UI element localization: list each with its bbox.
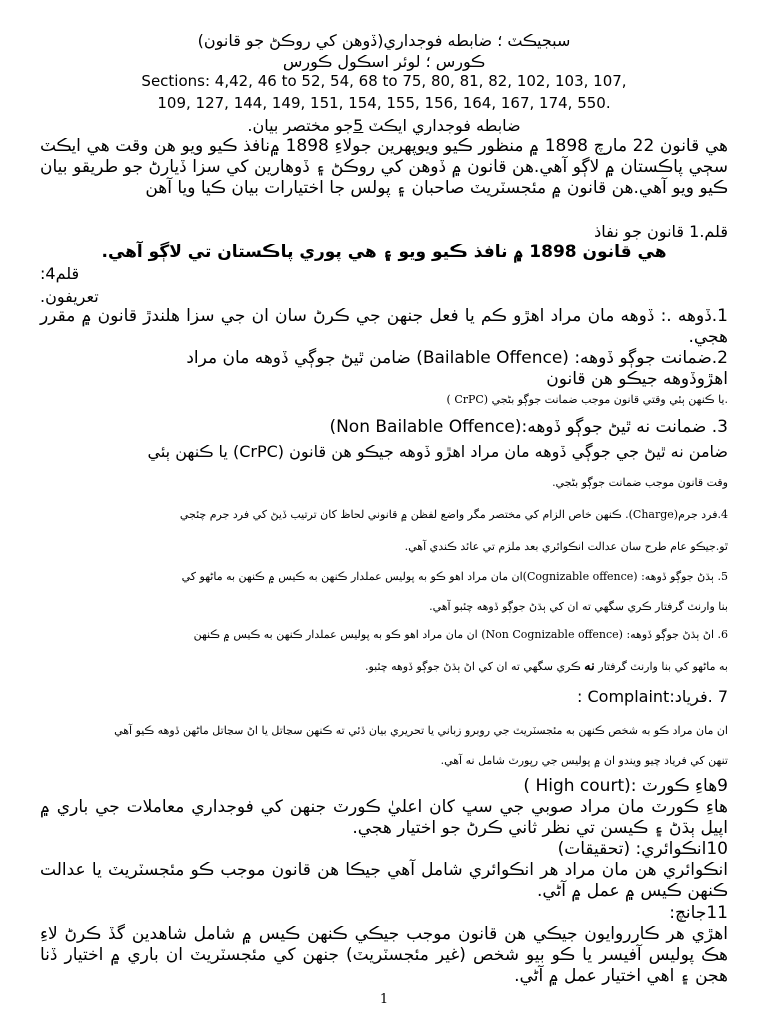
definition-10-head: 10انڪوائري: (تحقيقات) bbox=[557, 839, 728, 859]
definition-6-negation: نه bbox=[584, 659, 595, 674]
summary-title-pre: ضابطه فوجداري ايڪٽ bbox=[363, 116, 521, 135]
definition-9-head: 9هاءِ ڪورٽ :(High court ) bbox=[523, 776, 728, 796]
section-1-body: هي قانون 1898 ۾ نافذ ڪيو ويو ۽ هي پوري پاڪستان تي لاڳو آهي. bbox=[101, 242, 667, 262]
summary-title bbox=[40, 115, 728, 136]
summary-title-post: جو مختصر بيان. bbox=[247, 116, 354, 135]
definition-5-line-1: 5. ٻڌڻ جوڳو ڏوهه: (Cognizable offence)ان مان مراد اهو ڪو به پوليس عملدار ڪنهن به ڪيس ۾ ڪنهن به ماڻهو کي bbox=[181, 570, 728, 583]
page-number: 1 bbox=[379, 992, 389, 1007]
definition-10-body: انڪوائري هن مان مراد هر انڪوائري شامل آهي جيڪا هن قانون موجب ڪو مئجسٽريٽ يا عدالت ڪنهن ڪيس ۾ عمل ۾ آڻي. bbox=[40, 860, 728, 901]
sections-line-2: 109, 127, 144, 149, 151, 154, 155, 156, 164, 167, 174, 550. bbox=[157, 94, 611, 112]
definition-1: 1.ڏوهه .: ڏوهه مان مراد اهڙو ڪم يا فعل جنهن جي ڪرڻ سان ان جي سزا هلندڙ قانون ۾ مقرر هجي. bbox=[40, 306, 728, 347]
definition-7-head: 7 .فرياد:Complaint : bbox=[577, 687, 728, 706]
course-line: ڪورس ؛ لوئر اسڪول ڪورس bbox=[282, 52, 486, 71]
subject-line: سبجيڪٽ ؛ ضابطه فوجداري(ڏوهن کي روڪڻ جو قانون) bbox=[197, 31, 571, 50]
definition-6-line-2 bbox=[40, 652, 728, 682]
definition-3-line: ضامن نه ٿيڻ جي جوڳي ڏوهه مان مراد اهڙو ڏوهه جيڪو هن قانون (CrPC) يا ڪنهن ٻئي bbox=[147, 442, 728, 461]
definition-6-line-1: 6. اڻ ٻڌڻ جوڳو ڏوهه: (Non Cognizable offence) ان مان مراد اهو ڪو به پوليس عملدار ڪنهن به ڪيس ۾ ڪنهن bbox=[193, 628, 728, 641]
summary-title-number: 5 bbox=[353, 116, 364, 135]
definition-2-line-2: اهڙوڏوهه جيڪو هن قانون bbox=[546, 369, 728, 389]
definition-6-line-2-pre: به ماڻهو کي بنا وارنٽ گرفتار bbox=[594, 660, 728, 673]
section-1-label: قلم.1 قانون جو نفاذ bbox=[594, 222, 728, 241]
definition-6-line-2-post: ڪري سگهي ته ان کي اڻ ٻڌڻ جوڳو ڏوهه چئبو. bbox=[364, 660, 585, 673]
definition-7-line-1: ان مان مراد ڪو به شخص ڪنهن به مئجسٽريٽ جي روبرو زباني يا تحريري بيان ڏئي ته ڪنهن سڃاتل يا اڻ سڃاتل ماڻهن ڏوهه ڪيو آهي bbox=[114, 724, 728, 737]
intro-paragraph: هي قانون 22 مارچ 1898 ۾ منظور ڪيو ويوپهرين جولاءِ 1898 ۾نافذ ڪيو ويو هن وقت هي ايڪٽ سڄي پاڪستان ۾ لاڳو آهي.هن قانون ۾ ڏوهن کي روڪڻ ۽ ڏوهارين کي سزا ڏيارڻ جو طريقو بيان ڪيو ويو آهي.هن قانون ۾ مئجسٽريٽ صاحبان ۽ پولس جا اختيارات بيان ڪيا ويا آهن bbox=[40, 136, 728, 198]
definition-2-small: ( CrPC) يا ڪنهن ٻئي وقتي قانون موجب ضمانت جوڳو بڻجي. bbox=[446, 393, 728, 406]
definition-2-line-1: 2.ضمانت جوڳو ڏوهه: (Bailable Offence) ضامن ٿيڻ جوڳي ڏوهه مان مراد bbox=[186, 348, 728, 368]
definition-7-line-2: تنهن کي فرياد چيو ويندو ان ۾ پوليس جي رپورٽ شامل نه آهي. bbox=[440, 754, 728, 767]
definition-11-head: 11جانچ: bbox=[669, 903, 728, 923]
definition-11-body: اهڙي هر ڪارروايون جيڪي هن قانون موجب جيڪي ڪنهن ڪيس ۾ شامل شاهدين گڏ ڪرڻ لاءِ هڪ پوليس آفيسر يا ڪو بيو شخص (غير مئجسٽريٽ) جنهن کي مئجسٽريٽ ان باري ۾ اختيار ڏنا هجن ۽ اهي اختيار عمل ۾ آڻي. bbox=[40, 924, 728, 986]
definition-9-body: هاءِ ڪورٽ مان مراد صوبي جي سڀ کان اعليٰ ڪورٽ جنهن کي فوجداري معاملات جي باري ۾ اپيل ٻڌڻ ۽ ڪيسن تي نظر ثاني ڪرڻ جو اختيار هجي. bbox=[40, 797, 728, 838]
definitions-label: تعريفون. bbox=[40, 287, 99, 306]
sections-line-1: Sections: 4,42, 46 to 52, 54, 68 to 75, 80, 81, 82, 102, 103, 107, bbox=[141, 72, 627, 90]
definition-4-line-2: ٿو.جيڪو عام طرح سان عدالت انڪوائري بعد ملزم تي عائد ڪندي آهي. bbox=[404, 540, 728, 553]
definition-5-line-2: بنا وارنٽ گرفتار ڪري سگهي ته ان کي ٻڌڻ جوڳو ڏوهه چئبو آهي. bbox=[429, 600, 728, 613]
definition-3-small: وقت قانون موجب ضمانت جوڳو بڻجي. bbox=[552, 476, 728, 489]
definition-4-line-1: 4.فرد جرم(Charge). ڪنهن خاص الزام کي مختصر مگر واضع لفظن ۾ قانوني لحاظ کان ترتيب ڏيڻ کي فرد جرم چئجي bbox=[179, 508, 728, 521]
section-4-label: قلم4: bbox=[40, 264, 80, 283]
definition-3-head: 3. ضمانت نه ٿيڻ جوڳو ڏوهه:(Non Bailable Offence) bbox=[329, 417, 728, 437]
